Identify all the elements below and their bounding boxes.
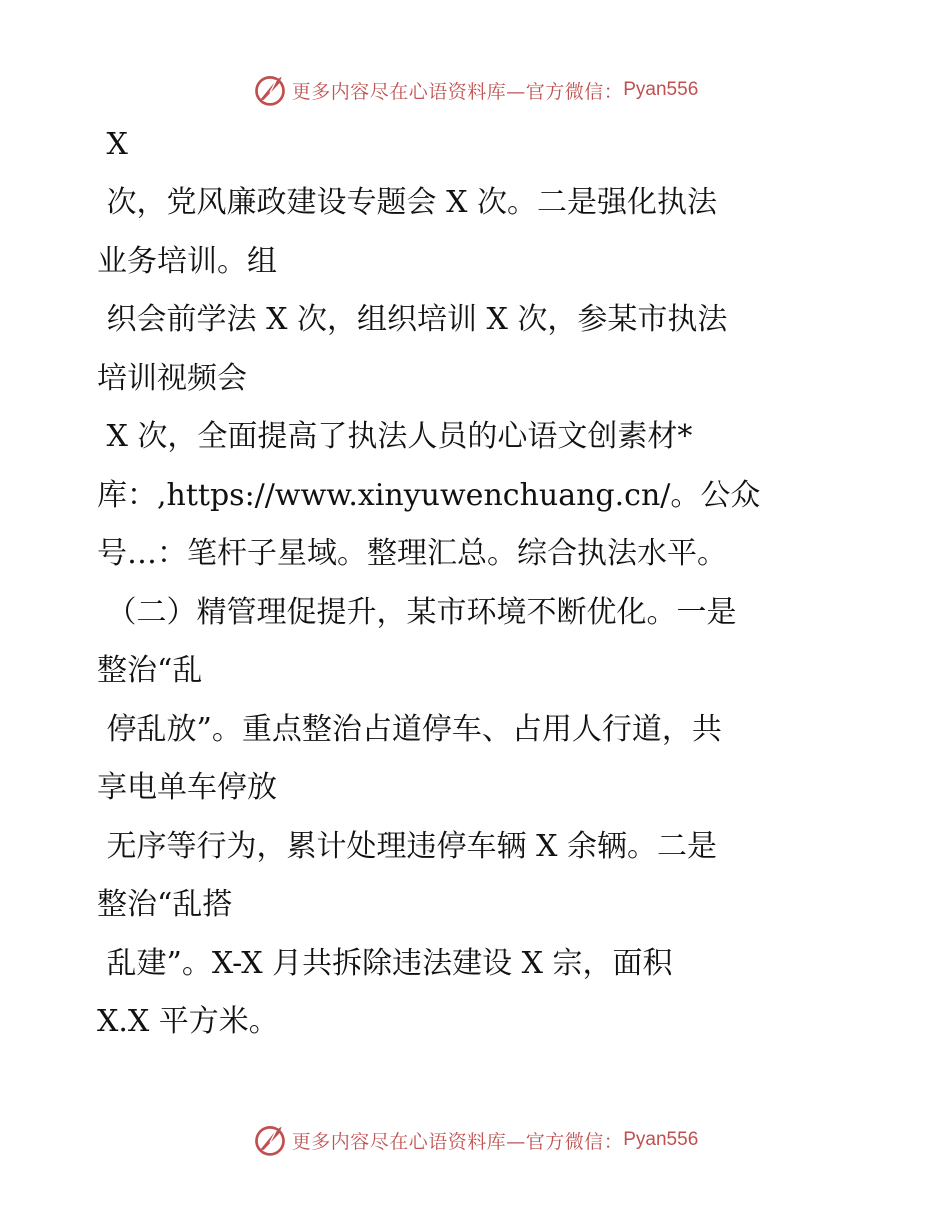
body-line: X 次，全面提高了执法人员的心语文创素材* [97, 419, 693, 454]
body-line: 乱建”。X-X 月共拆除违法建设 X 宗，面积 [97, 946, 673, 981]
body-line: 号…：笔杆子星域。整理汇总。综合执法水平。 [97, 536, 727, 571]
body-line: 停乱放”。重点整治占道停车、占用人行道，共 [97, 712, 722, 747]
footer-wechat-id: Pyan556 [623, 1129, 699, 1150]
header-wechat-id: Pyan556 [623, 79, 699, 100]
quill-pen-logo-icon [252, 1122, 288, 1158]
body-line: （二）精管理促提升，某市环境不断优化。一是 [97, 595, 737, 630]
body-line: 整治“乱 [97, 653, 203, 688]
header-banner [0, 70, 950, 110]
body-line: X [97, 127, 128, 162]
body-line: X.X 平方米。 [97, 1004, 279, 1039]
footer-banner [0, 1120, 950, 1160]
body-line: 业务培训。组 [97, 244, 277, 279]
body-line: 培训视频会 [97, 361, 247, 396]
body-line: 织会前学法 X 次，组织培训 X 次，参某市执法 [97, 302, 728, 337]
footer-banner-text: 更多内容尽在心语资料库—官方微信： [291, 1130, 624, 1153]
header-banner-text: 更多内容尽在心语资料库—官方微信： [291, 80, 624, 103]
body-line: 次，党风廉政建设专题会 X 次。二是强化执法 [97, 185, 717, 220]
body-line: 享电单车停放 [97, 770, 277, 805]
body-line: 无序等行为，累计处理违停车辆 X 余辆。二是 [97, 829, 717, 864]
body-line: 整治“乱搭 [97, 887, 233, 922]
quill-pen-logo-icon [252, 72, 288, 108]
body-line: 库：,https://www.xinyuwenchuang.cn/。公众 [97, 478, 761, 513]
